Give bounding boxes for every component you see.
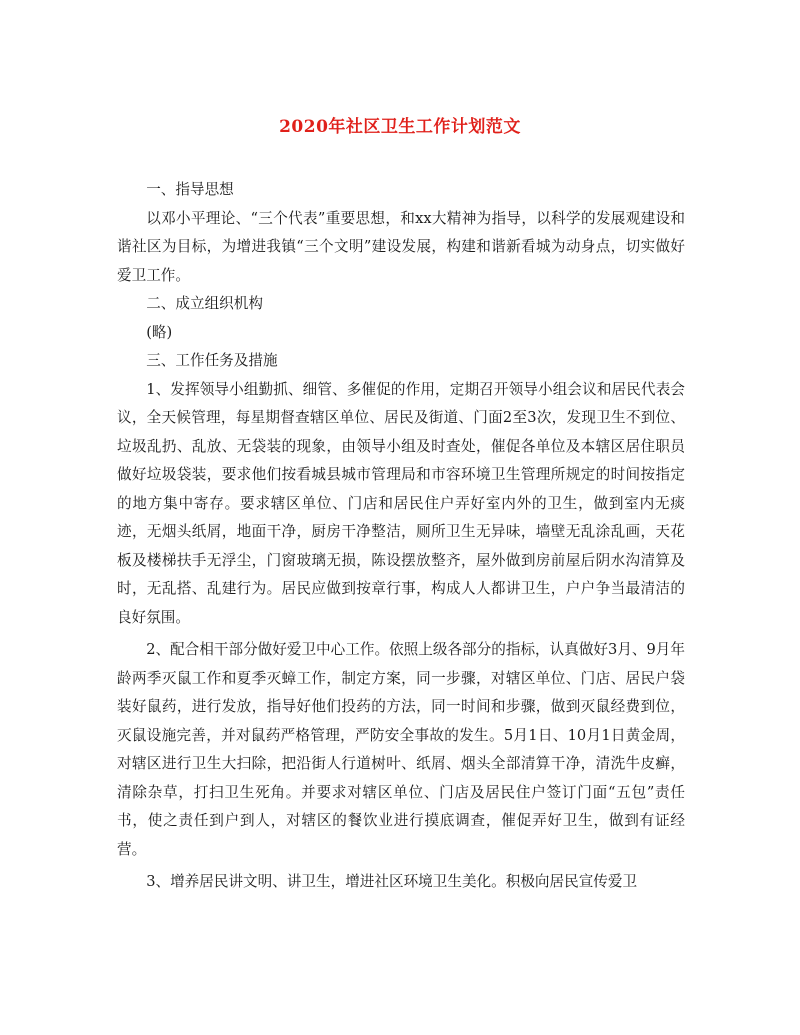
paragraph-organization: (略) xyxy=(146,323,173,341)
section-heading-organization: 二、成立组织机构 xyxy=(146,295,263,312)
paragraph-task-2: 2、配合相干部分做好爱卫中心工作。依照上级各部分的指标，认真做好3月、9月年龄两季灭鼠工作和夏季灭蟑工作，制定方案，同一步骤，对辖区单位、门店、居民户袋装好鼠药，进行发放，指导好他们投药的方法，同一时间和步骤，做到灭鼠经费到位，灭鼠设施完善，并对鼠药严格管理，严防安全事故的发生。5月1日、10月1日黄金周，对辖区进行卫生大扫除，把沿街人行道树叶、纸屑、烟头全部清算干净，清洗牛皮癣，清除杂草，打扫卫生死角。并要求对辖区单位、门店及居民住户签订门面“五包”责任书，使之责任到户到人，对辖区的餐饮业进行摸底调查，催促弄好卫生，做到有证经营。 xyxy=(117,641,685,858)
document-title: 2020年社区卫生工作计划范文 xyxy=(279,117,521,137)
paragraph-task-1: 1、发挥领导小组勤抓、细管、多催促的作用，定期召开领导小组会议和居民代表会议，全天候管理，每星期督查辖区单位、居民及街道、门面2至3次，发现卫生不到位、垃圾乱扔、乱放、无袋装的现象，由领导小组及时查处，催促各单位及本辖区居住职员做好垃圾袋装，要求他们按看城县城市管理局和市容环境卫生管理所规定的时间按指定的地方集中寄存。要求辖区单位、门店和居民住户弄好室内外的卫生，做到室内无痰迹，无烟头纸屑，地面干净，厨房干净整洁，厕所卫生无异味，墙壁无乱涂乱画，天花板及楼梯扶手无浮尘，门窗玻璃无损，陈设摆放整齐，屋外做到房前屋后阴水沟清算及时，无乱搭、乱建行为。居民应做到按章行事，构成人人都讲卫生，户户争当最清洁的良好氛围。 xyxy=(117,380,685,626)
section-heading-tasks-measures: 三、工作任务及措施 xyxy=(146,352,278,369)
paragraph-task-3: 3、增养居民讲文明、讲卫生，增进社区环境卫生美化。积极向居民宣传爱卫 xyxy=(146,873,638,890)
document-body xyxy=(117,176,685,897)
section-heading-guiding-ideology: 一、指导思想 xyxy=(146,181,234,198)
paragraph-guiding-ideology: 以邓小平理论、“三个代表”重要思想，和xx大精神为指导，以科学的发展观建设和谐社区为目标，为增进我镇“三个文明”建设发展，构建和谐新看城为动身点，切实做好爱卫工作。 xyxy=(117,209,685,284)
